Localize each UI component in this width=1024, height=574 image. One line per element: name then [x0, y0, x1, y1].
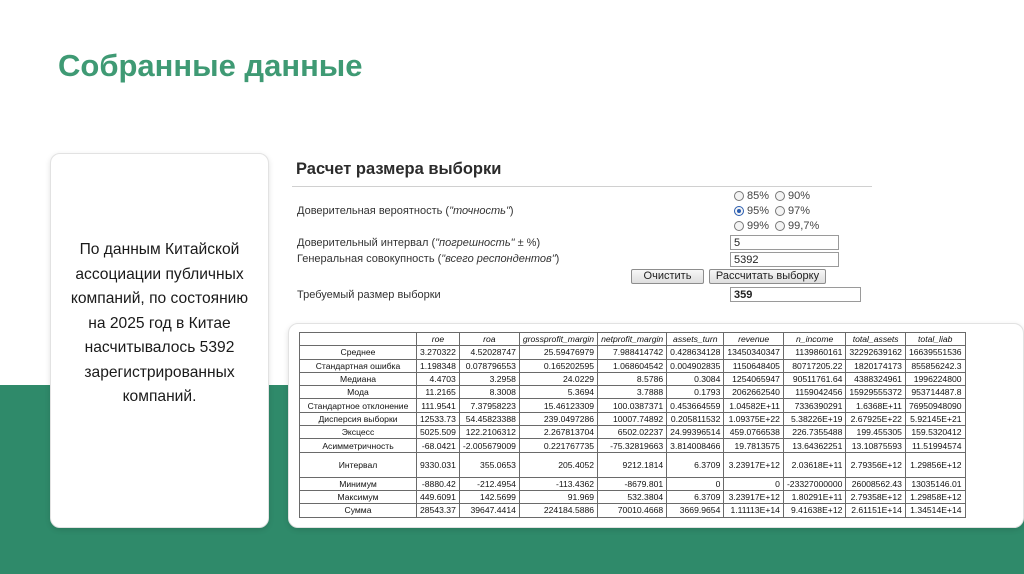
table-cell: 459.0766538 [724, 426, 784, 439]
table-row [300, 412, 966, 425]
table-cell: 355.0653 [459, 452, 519, 477]
table-cell: 224184.5886 [519, 504, 597, 517]
table-row [300, 504, 966, 517]
row-label: Среднее [300, 346, 417, 359]
column-header: total_assets [846, 333, 906, 346]
table-cell: 0.3084 [667, 372, 724, 385]
table-cell: 2.61151E+14 [846, 504, 906, 517]
table-cell: 91.969 [519, 490, 597, 503]
table-cell: 8.5786 [598, 372, 667, 385]
table-cell: 1.09375E+22 [724, 412, 784, 425]
table-cell: 1.6368E+11 [846, 399, 906, 412]
table-row [300, 359, 966, 372]
table-row [300, 426, 966, 439]
table-cell: 24.99396514 [667, 426, 724, 439]
table-cell: 855856242.3 [905, 359, 965, 372]
result-output: 359 [730, 287, 861, 302]
table-cell: 6.3709 [667, 490, 724, 503]
table-cell: 532.3804 [598, 490, 667, 503]
radio-97[interactable] [775, 206, 785, 216]
table-cell: 5025.509 [417, 426, 460, 439]
table-cell: 1.198348 [417, 359, 460, 372]
table-row [300, 372, 966, 385]
table-cell: 76950948090 [905, 399, 965, 412]
column-header: grossprofit_margin [519, 333, 597, 346]
table-cell: 9330.031 [417, 452, 460, 477]
table-cell: 2.267813704 [519, 426, 597, 439]
table-cell: 11.51994574 [905, 439, 965, 452]
table-cell: 3.270322 [417, 346, 460, 359]
row-label: Эксцесс [300, 426, 417, 439]
confidence-options-row-1 [734, 190, 816, 202]
page-title: Собранные данные [58, 48, 363, 83]
result-label: Требуемый размер выборки [297, 289, 441, 301]
table-cell: 24.0229 [519, 372, 597, 385]
table-cell: 0.004902835 [667, 359, 724, 372]
option-90[interactable]: 90% [775, 190, 810, 202]
table-cell: 16639551536 [905, 346, 965, 359]
table-cell: 3.2958 [459, 372, 519, 385]
table-cell: 8.3008 [459, 386, 519, 399]
table-cell: -2.005679009 [459, 439, 519, 452]
table-cell: 0.205811532 [667, 412, 724, 425]
column-header: total_liab [905, 333, 965, 346]
row-label: Минимум [300, 477, 417, 490]
table-cell: 239.0497286 [519, 412, 597, 425]
table-cell: 7.37958223 [459, 399, 519, 412]
table-row [300, 399, 966, 412]
row-label: Мода [300, 386, 417, 399]
table-row [300, 477, 966, 490]
table-row [300, 346, 966, 359]
table-cell: -113.4362 [519, 477, 597, 490]
table-cell: 13.10875593 [846, 439, 906, 452]
table-cell: 111.9541 [417, 399, 460, 412]
table-cell: 2062662540 [724, 386, 784, 399]
option-85[interactable]: 85% [734, 190, 769, 202]
table-cell: 3.23917E+12 [724, 490, 784, 503]
sample-size-calculator [288, 153, 874, 313]
table-cell: 142.5699 [459, 490, 519, 503]
table-cell: 5.92145E+21 [905, 412, 965, 425]
table-cell: 4.52028747 [459, 346, 519, 359]
row-label: Стандартное отклонение [300, 399, 417, 412]
info-card [50, 153, 269, 528]
option-97[interactable]: 97% [775, 205, 810, 217]
table-cell: 9212.1814 [598, 452, 667, 477]
table-cell: 15929555372 [846, 386, 906, 399]
table-cell: 3.23917E+12 [724, 452, 784, 477]
confidence-label: Доверительная вероятность ("точность") [297, 205, 514, 217]
table-cell: -8880.42 [417, 477, 460, 490]
table-cell: 7336390291 [783, 399, 845, 412]
calculator-title: Расчет размера выборки [296, 160, 502, 178]
row-label: Медиана [300, 372, 417, 385]
interval-label: Доверительный интервал ("погрешность" ± %) [297, 237, 541, 249]
table-cell: 0.221767735 [519, 439, 597, 452]
table-cell: 11.2165 [417, 386, 460, 399]
table-cell: 2.67925E+22 [846, 412, 906, 425]
option-99-7[interactable]: 99,7% [775, 220, 819, 232]
row-label: Интервал [300, 452, 417, 477]
clear-button[interactable]: Очистить [631, 269, 704, 284]
radio-85[interactable] [734, 191, 744, 201]
table-cell: 449.6091 [417, 490, 460, 503]
table-cell: -68.0421 [417, 439, 460, 452]
table-cell: 6.3709 [667, 452, 724, 477]
table-cell: 100.0387371 [598, 399, 667, 412]
table-row [300, 452, 966, 477]
table-cell: 9.41638E+12 [783, 504, 845, 517]
calculate-button[interactable]: Рассчитать выборку [709, 269, 826, 284]
table-cell: 1254065947 [724, 372, 784, 385]
radio-90[interactable] [775, 191, 785, 201]
table-cell: 28543.37 [417, 504, 460, 517]
table-cell: 80717205.22 [783, 359, 845, 372]
table-cell: 0.1793 [667, 386, 724, 399]
table-cell: 70010.4668 [598, 504, 667, 517]
column-header: roa [459, 333, 519, 346]
table-cell: -23327000000 [783, 477, 845, 490]
table-cell: 10007.74892 [598, 412, 667, 425]
column-header: assets_turn [667, 333, 724, 346]
stats-table-card [288, 323, 1024, 528]
row-label: Стандартная ошибка [300, 359, 417, 372]
option-95[interactable]: 95% [734, 205, 769, 217]
table-cell: 0 [667, 477, 724, 490]
table-row [300, 439, 966, 452]
table-cell: 1.11113E+14 [724, 504, 784, 517]
population-input[interactable]: 5392 [730, 252, 839, 267]
table-cell: 6502.02237 [598, 426, 667, 439]
confidence-options-row-3 [734, 220, 825, 232]
radio-99-7[interactable] [775, 221, 785, 231]
table-cell: 1.80291E+11 [783, 490, 845, 503]
table-cell: 3669.9654 [667, 504, 724, 517]
table-cell: 13.64362251 [783, 439, 845, 452]
column-header: n_income [783, 333, 845, 346]
table-row [300, 490, 966, 503]
table-cell: 4.4703 [417, 372, 460, 385]
table-cell: -8679.801 [598, 477, 667, 490]
row-label: Максимум [300, 490, 417, 503]
radio-95[interactable] [734, 206, 744, 216]
table-cell: 0.078796553 [459, 359, 519, 372]
table-cell: 1.29858E+12 [905, 490, 965, 503]
table-cell: 1.34514E+14 [905, 504, 965, 517]
table-body [300, 346, 966, 517]
table-cell: 0.428634128 [667, 346, 724, 359]
column-header: revenue [724, 333, 784, 346]
table-cell: 953714487.8 [905, 386, 965, 399]
table-row [300, 386, 966, 399]
table-cell: 1996224800 [905, 372, 965, 385]
table-cell: 1139860161 [783, 346, 845, 359]
table-cell: 39647.4414 [459, 504, 519, 517]
table-cell: 1.04582E+11 [724, 399, 784, 412]
row-label: Асимметричность [300, 439, 417, 452]
table-cell: 19.7813575 [724, 439, 784, 452]
table-header-row [300, 333, 966, 346]
table-cell: 0.453664559 [667, 399, 724, 412]
table-cell: 0 [724, 477, 784, 490]
option-99[interactable]: 99% [734, 220, 769, 232]
table-cell: 2.79356E+12 [846, 452, 906, 477]
table-cell: 1150648405 [724, 359, 784, 372]
table-cell: 3.7888 [598, 386, 667, 399]
table-cell: 1820174173 [846, 359, 906, 372]
column-header: roe [417, 333, 460, 346]
table-cell: 1.29856E+12 [905, 452, 965, 477]
table-cell: 205.4052 [519, 452, 597, 477]
table-cell: 25.59476979 [519, 346, 597, 359]
table-cell: 26008562.43 [846, 477, 906, 490]
table-cell: 159.5320412 [905, 426, 965, 439]
table-cell: 54.45823388 [459, 412, 519, 425]
confidence-options-row-2 [734, 205, 816, 217]
table-cell: -212.4954 [459, 477, 519, 490]
table-cell: 13450340347 [724, 346, 784, 359]
table-cell: 13035146.01 [905, 477, 965, 490]
table-cell: 1159042456 [783, 386, 845, 399]
table-cell: 32292639162 [846, 346, 906, 359]
table-cell: 226.7355488 [783, 426, 845, 439]
column-header: netprofit_margin [598, 333, 667, 346]
table-cell: 1.068604542 [598, 359, 667, 372]
table-cell: 199.455305 [846, 426, 906, 439]
row-label: Дисперсия выборки [300, 412, 417, 425]
table-cell: 15.46123309 [519, 399, 597, 412]
interval-input[interactable]: 5 [730, 235, 839, 250]
table-cell: 5.38226E+19 [783, 412, 845, 425]
info-card-text: По данным Китайской ассоциации публичных компаний, по состоянию на 2025 год в Китае насчитывалось 5392 зарегистрированных компаний. [70, 241, 249, 405]
population-label: Генеральная совокупность ("всего респондентов") [297, 253, 560, 265]
table-cell: 12533.73 [417, 412, 460, 425]
descriptive-stats-table [299, 332, 966, 518]
table-cell: -75.32819663 [598, 439, 667, 452]
table-cell: 5.3694 [519, 386, 597, 399]
table-cell: 2.79358E+12 [846, 490, 906, 503]
radio-99[interactable] [734, 221, 744, 231]
row-label: Сумма [300, 504, 417, 517]
table-cell: 2.03618E+11 [783, 452, 845, 477]
calculator-divider [292, 186, 872, 187]
table-cell: 7.988414742 [598, 346, 667, 359]
table-cell: 4388324961 [846, 372, 906, 385]
table-cell: 90511761.64 [783, 372, 845, 385]
table-cell: 122.2106312 [459, 426, 519, 439]
header-corner [300, 333, 417, 346]
table-cell: 0.165202595 [519, 359, 597, 372]
table-cell: 3.814008466 [667, 439, 724, 452]
